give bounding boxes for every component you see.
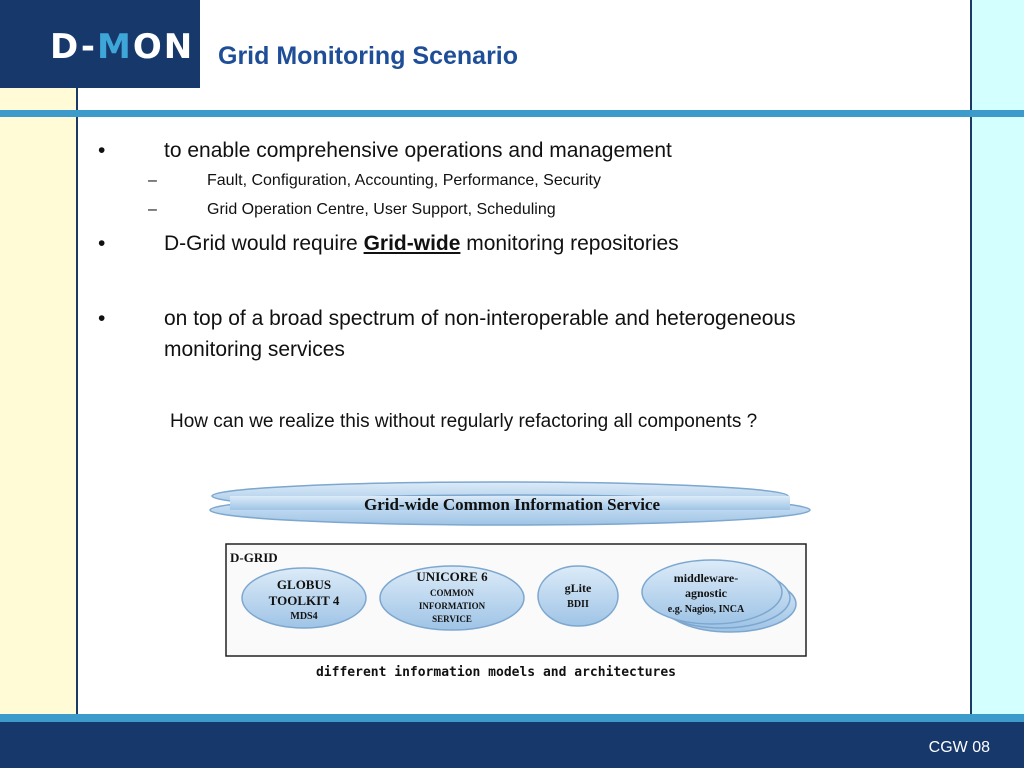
sub-bullet-marker: – bbox=[148, 172, 157, 189]
d-grid-label: D-GRID bbox=[230, 550, 278, 565]
unicore-line1: UNICORE 6 bbox=[416, 569, 488, 584]
bullet-2-post: monitoring repositories bbox=[460, 232, 679, 255]
unicore-line3: INFORMATION bbox=[418, 601, 486, 611]
left-decor-strip bbox=[0, 88, 78, 746]
glite-line1: gLite bbox=[564, 581, 592, 595]
footer-bar bbox=[0, 722, 1024, 768]
bullet-3-line1: on top of a broad spectrum of non-interoperable and heterogeneous bbox=[164, 307, 796, 330]
globus-cloud bbox=[242, 568, 366, 628]
bullet-marker: • bbox=[98, 139, 106, 162]
bullet-marker: • bbox=[98, 307, 106, 330]
architecture-diagram bbox=[200, 470, 840, 690]
globus-line2: TOOLKIT 4 bbox=[268, 593, 340, 608]
unicore-line4: SERVICE bbox=[432, 614, 472, 624]
header-rule bbox=[0, 110, 1024, 117]
sub-bullet-1: Fault, Configuration, Accounting, Performance, Security bbox=[207, 172, 601, 189]
unicore-line2: COMMON bbox=[430, 588, 474, 598]
grid-wide-emphasis: Grid-wide bbox=[363, 232, 461, 255]
question-text: How can we realize this without regularly refactoring all components ? bbox=[170, 411, 758, 432]
globus-line3: MDS4 bbox=[290, 611, 318, 622]
sub-bullet-marker: – bbox=[148, 201, 157, 218]
common-information-cloud bbox=[210, 482, 810, 525]
dmon-logo: D-MON bbox=[50, 27, 195, 67]
globus-line1: GLOBUS bbox=[276, 577, 332, 592]
glite-cloud bbox=[538, 566, 618, 626]
middleware-line2: agnostic bbox=[685, 586, 727, 600]
footer-label: CGW 08 bbox=[928, 739, 990, 756]
middleware-line3: e.g. Nagios, INCA bbox=[667, 604, 745, 615]
common-info-label: Grid-wide Common Information Service bbox=[363, 495, 661, 514]
sub-bullet-2: Grid Operation Centre, User Support, Scheduling bbox=[207, 201, 556, 218]
bullet-3-line2: monitoring services bbox=[164, 338, 345, 361]
unicore-cloud bbox=[380, 566, 524, 630]
slide-title: Grid Monitoring Scenario bbox=[218, 42, 519, 70]
middleware-line1: middleware- bbox=[673, 571, 739, 585]
footer-rule bbox=[0, 714, 1024, 722]
bullet-2-pre: D-Grid would require bbox=[164, 232, 364, 255]
bullet-2-text bbox=[164, 228, 679, 259]
diagram-caption: different information models and architectures bbox=[315, 665, 677, 680]
glite-line2: BDII bbox=[567, 599, 589, 610]
bullet-marker: • bbox=[98, 232, 106, 255]
bullet-1-text: to enable comprehensive operations and management bbox=[164, 139, 672, 162]
